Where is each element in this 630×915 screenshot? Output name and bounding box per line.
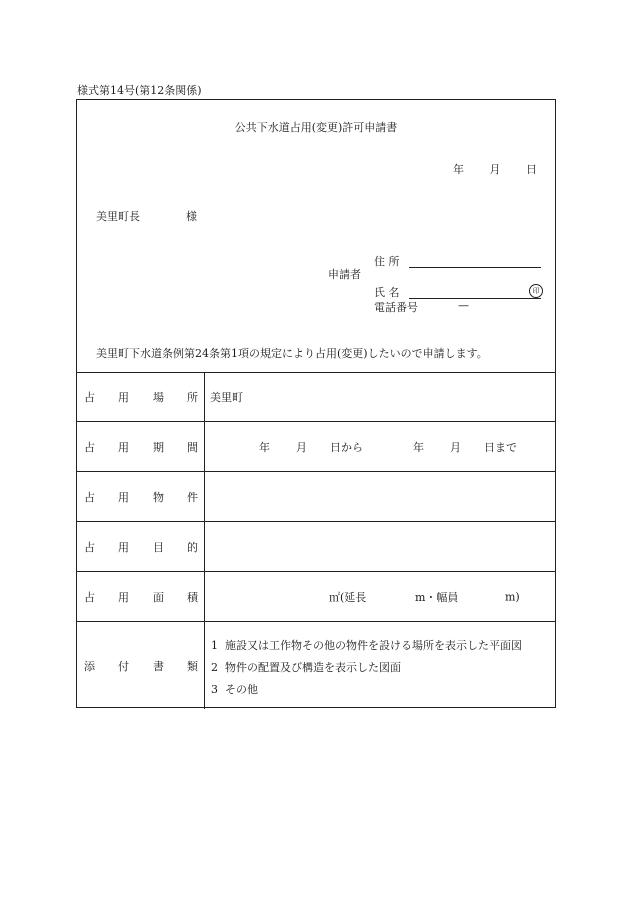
label-char: 占 xyxy=(84,490,95,504)
period-end-day: 日まで xyxy=(484,440,517,454)
label-char: 類 xyxy=(187,659,198,673)
table-row-attachments xyxy=(77,622,555,709)
date-day: 日 xyxy=(526,163,537,176)
phone-dash: — xyxy=(458,299,469,312)
row-label-area xyxy=(77,572,205,621)
label-char: 目 xyxy=(153,540,164,554)
label-char: 面 xyxy=(153,590,164,604)
label-char: 占 xyxy=(84,440,95,454)
date-month: 月 xyxy=(489,163,501,176)
attachment-text: 物件の配置及び構造を表示した図面 xyxy=(225,661,401,674)
area-value-cell[interactable] xyxy=(205,572,555,621)
address-input-line[interactable] xyxy=(409,267,541,268)
addressee-honorific: 様 xyxy=(186,210,197,223)
label-char: 添 xyxy=(84,659,95,673)
name-field xyxy=(374,284,410,300)
length-unit: m・幅員 xyxy=(415,590,459,604)
label-char: 付 xyxy=(118,659,129,673)
label-char: 占 xyxy=(84,390,95,404)
attachment-number: 2 xyxy=(211,661,218,674)
name-input-line[interactable] xyxy=(409,298,541,299)
period-end-month: 月 xyxy=(450,440,461,454)
application-statement: 美里町下水道条例第24条第1項の規定により占用(変更)したいので申請します。 xyxy=(96,347,488,360)
row-label-object xyxy=(77,472,205,521)
purpose-value-cell[interactable] xyxy=(205,522,555,571)
period-start-month: 月 xyxy=(296,440,307,454)
table-row-object xyxy=(77,472,555,522)
seal-mark: 印 xyxy=(529,284,543,298)
table-row-period xyxy=(77,422,555,472)
label-char: 期 xyxy=(153,440,164,454)
label-char: 用 xyxy=(118,590,129,604)
period-end-year: 年 xyxy=(413,440,424,454)
label-char: 用 xyxy=(118,390,129,404)
location-value: 美里町 xyxy=(210,390,243,404)
form-number: 様式第14号(第12条関係) xyxy=(77,84,202,97)
label-char: 所 xyxy=(187,390,198,404)
form-table xyxy=(77,372,555,709)
attachment-text: その他 xyxy=(225,683,258,696)
label-char: 用 xyxy=(118,440,129,454)
name-label: 氏 名 xyxy=(374,286,400,299)
address-label: 住 所 xyxy=(374,255,400,268)
period-start-day: 日から xyxy=(330,440,363,454)
phone-label: 電話番号 xyxy=(374,301,418,314)
area-unit: ㎡(延長 xyxy=(329,590,367,604)
label-char: 物 xyxy=(153,490,164,504)
label-char: 用 xyxy=(118,540,129,554)
attachments-value-cell xyxy=(205,622,555,709)
period-value-cell[interactable] xyxy=(205,422,555,471)
label-char: 用 xyxy=(118,490,129,504)
label-char: 間 xyxy=(187,440,198,454)
location-value-cell[interactable] xyxy=(205,372,555,421)
row-label-location xyxy=(77,372,205,421)
applicant-label: 申請者 xyxy=(328,268,361,281)
attachment-item xyxy=(211,659,401,675)
address-field xyxy=(374,253,410,269)
attachment-number: 3 xyxy=(211,683,218,696)
addressee-name: 美里町長 xyxy=(96,210,140,223)
label-char: 占 xyxy=(84,590,95,604)
label-char: 件 xyxy=(187,490,198,504)
attachment-item xyxy=(211,637,522,653)
attachment-item xyxy=(211,681,258,697)
label-char: 書 xyxy=(153,659,164,673)
addressee xyxy=(96,208,197,224)
period-start-year: 年 xyxy=(259,440,270,454)
label-char: 場 xyxy=(153,390,164,404)
width-unit: m) xyxy=(505,590,520,603)
row-label-purpose xyxy=(77,522,205,571)
label-char: 的 xyxy=(187,540,198,554)
form-header-section xyxy=(77,100,555,373)
table-row-purpose xyxy=(77,522,555,572)
attachment-number: 1 xyxy=(211,639,218,652)
row-label-attachments xyxy=(77,622,205,709)
phone-field xyxy=(374,299,418,315)
application-form xyxy=(76,99,556,708)
date-line xyxy=(453,161,537,177)
attachment-text: 施設又は工作物その他の物件を設ける場所を表示した平面図 xyxy=(225,639,522,652)
label-char: 占 xyxy=(84,540,95,554)
label-char: 積 xyxy=(187,590,198,604)
row-label-period xyxy=(77,422,205,471)
form-title: 公共下水道占用(変更)許可申請書 xyxy=(234,121,398,134)
object-value-cell[interactable] xyxy=(205,472,555,521)
table-row-area xyxy=(77,572,555,622)
table-row-location xyxy=(77,372,555,422)
date-year: 年 xyxy=(453,163,464,176)
